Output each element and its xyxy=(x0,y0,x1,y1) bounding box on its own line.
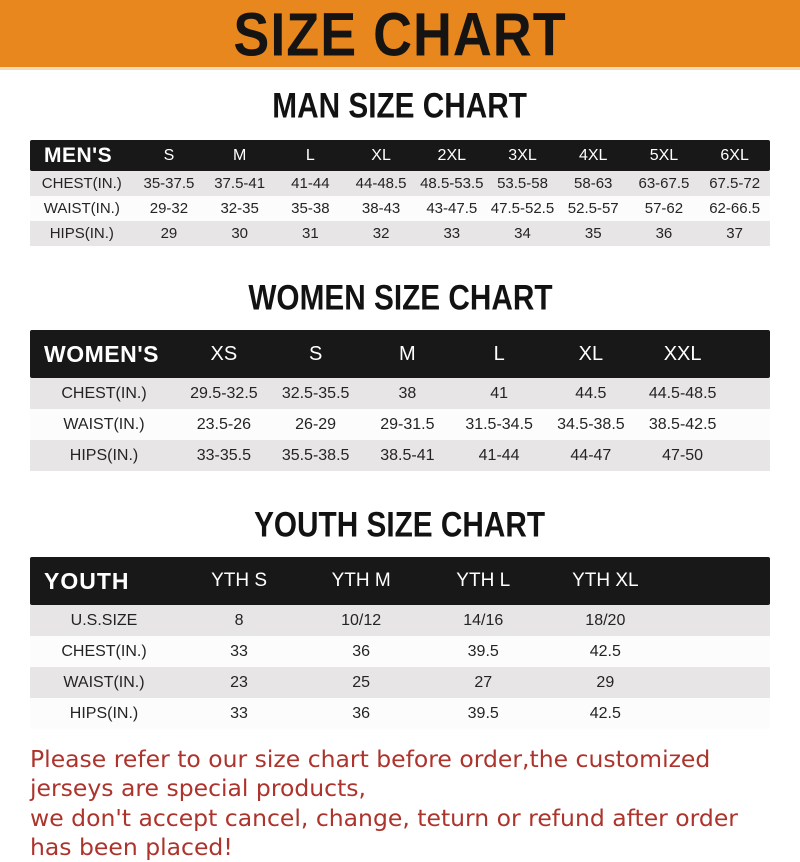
women-size-cell: 32.5-35.5 xyxy=(281,384,350,402)
women-size-cell: 41 xyxy=(490,384,509,402)
men-table-row xyxy=(30,221,770,246)
man-size-chart-heading-text: MAN SIZE CHART xyxy=(272,85,528,126)
women-size-chart-heading-text: WOMEN SIZE CHART xyxy=(247,277,553,318)
men-column-header: 6XL xyxy=(720,146,749,164)
women-row-label: CHEST(IN.) xyxy=(61,384,147,402)
women-header-label: WOMEN'S xyxy=(44,340,160,367)
youth-size-cell: 8 xyxy=(234,611,244,629)
men-size-cell: 48.5-53.5 xyxy=(420,175,484,192)
women-header-row xyxy=(30,330,770,378)
men-size-cell: 29-32 xyxy=(149,200,189,217)
men-size-cell: 36 xyxy=(655,225,673,242)
youth-size-cell: 27 xyxy=(474,673,493,691)
women-size-cell: 26-29 xyxy=(295,415,337,433)
youth-row-label: WAIST(IN.) xyxy=(63,673,145,691)
men-column-header: 4XL xyxy=(578,146,608,164)
order-disclaimer xyxy=(30,745,780,862)
youth-size-cell: 23 xyxy=(230,673,248,691)
men-size-cell: 32-35 xyxy=(220,200,259,217)
women-size-cell: 44-47 xyxy=(570,446,612,464)
women-size-cell: 34.5-38.5 xyxy=(557,415,625,433)
men-size-cell: 63-67.5 xyxy=(638,175,690,192)
youth-size-cell: 33 xyxy=(230,704,248,722)
men-column-header: S xyxy=(163,146,175,164)
men-column-header: 3XL xyxy=(508,146,537,164)
youth-size-cell: 36 xyxy=(352,704,371,722)
youth-size-chart-heading xyxy=(0,504,800,545)
men-size-cell: 62-66.5 xyxy=(709,200,761,217)
men-size-cell: 37 xyxy=(726,225,743,242)
youth-column-header: YTH L xyxy=(456,570,511,591)
men-column-header: 5XL xyxy=(649,146,679,164)
man-size-chart-heading xyxy=(0,85,800,126)
youth-size-cell: 10/12 xyxy=(341,611,382,629)
men-table-row xyxy=(30,196,770,221)
women-size-cell: 38 xyxy=(398,384,417,402)
women-table-row xyxy=(30,378,770,409)
women-column-header: XXL xyxy=(663,342,702,365)
women-size-cell: 47-50 xyxy=(662,446,704,464)
women-column-header: M xyxy=(399,342,416,365)
youth-table-row xyxy=(30,698,770,729)
women-row-label: HIPS(IN.) xyxy=(69,446,139,464)
men-row-label: HIPS(IN.) xyxy=(49,225,114,242)
women-size-cell: 41-44 xyxy=(478,446,520,464)
women-size-cell: 31.5-34.5 xyxy=(465,415,533,433)
men-header-row xyxy=(30,140,770,171)
youth-size-cell: 29 xyxy=(596,673,615,691)
men-column-header: 2XL xyxy=(437,146,467,164)
men-size-cell: 30 xyxy=(231,225,248,242)
women-column-header: XS xyxy=(210,342,238,365)
men-size-cell: 29 xyxy=(160,225,178,242)
men-header-label: MEN'S xyxy=(44,143,113,167)
youth-size-chart-heading-text: YOUTH SIZE CHART xyxy=(254,504,546,545)
women-size-cell: 44.5-48.5 xyxy=(648,384,717,402)
women-size-cell: 29.5-32.5 xyxy=(190,384,258,402)
men-column-header: M xyxy=(232,146,247,164)
men-size-cell: 58-63 xyxy=(574,175,613,192)
youth-size-cell: 18/20 xyxy=(585,611,626,629)
men-row-label: WAIST(IN.) xyxy=(43,200,120,217)
men-size-cell: 35-37.5 xyxy=(143,175,195,192)
men-size-cell: 47.5-52.5 xyxy=(490,200,555,217)
men-size-cell: 52.5-57 xyxy=(567,200,619,217)
youth-row-label: U.S.SIZE xyxy=(70,611,138,629)
men-table-row xyxy=(30,171,770,196)
men-size-cell: 38-43 xyxy=(361,200,401,217)
women-table-row xyxy=(30,409,770,440)
men-size-cell: 31 xyxy=(302,225,319,242)
men-size-table xyxy=(30,140,770,246)
men-size-cell: 41-44 xyxy=(291,175,330,192)
women-size-cell: 23.5-26 xyxy=(196,415,251,433)
women-row-label: WAIST(IN.) xyxy=(63,415,145,433)
order-disclaimer-line-2: we don't accept cancel, change, teturn or refund after order has been placed! xyxy=(30,804,738,861)
women-size-cell: 38.5-42.5 xyxy=(648,415,717,433)
youth-table-row xyxy=(30,667,770,698)
youth-size-table xyxy=(30,557,770,729)
men-column-header: XL xyxy=(371,146,391,164)
youth-size-cell: 14/16 xyxy=(463,611,504,629)
women-size-cell: 35.5-38.5 xyxy=(281,446,350,464)
men-size-cell: 43-47.5 xyxy=(426,200,478,217)
youth-size-cell: 42.5 xyxy=(589,642,621,660)
youth-table-row xyxy=(30,636,770,667)
men-size-cell: 33 xyxy=(443,225,461,242)
men-size-cell: 35 xyxy=(584,225,602,242)
men-size-cell: 44-48.5 xyxy=(355,175,407,192)
men-size-cell: 37.5-41 xyxy=(214,175,266,192)
women-size-chart-heading xyxy=(0,277,800,318)
youth-size-cell: 39.5 xyxy=(467,642,499,660)
men-size-cell: 57-62 xyxy=(644,200,684,217)
men-size-cell: 32 xyxy=(372,225,390,242)
men-size-cell: 67.5-72 xyxy=(709,175,761,192)
youth-size-cell: 42.5 xyxy=(589,704,621,722)
youth-row-label: CHEST(IN.) xyxy=(61,642,147,660)
youth-column-header: YTH S xyxy=(211,570,268,591)
youth-size-cell: 36 xyxy=(352,642,371,660)
men-size-cell: 35-38 xyxy=(291,200,330,217)
women-size-table xyxy=(30,330,770,471)
women-column-header: XL xyxy=(578,342,604,365)
size-chart-title: SIZE CHART xyxy=(233,0,567,69)
women-size-cell: 29-31.5 xyxy=(380,415,435,433)
order-disclaimer-line-1: Please refer to our size chart before order,the customized jerseys are special products, xyxy=(30,745,711,802)
women-size-cell: 44.5 xyxy=(575,384,607,402)
men-size-cell: 34 xyxy=(514,225,531,242)
youth-column-header: YTH M xyxy=(331,570,391,591)
women-column-header: S xyxy=(308,342,323,365)
youth-table-row xyxy=(30,605,770,636)
men-column-header: L xyxy=(305,146,315,164)
youth-size-cell: 25 xyxy=(352,673,371,691)
men-size-cell: 53.5-58 xyxy=(497,175,548,192)
youth-size-cell: 39.5 xyxy=(467,704,499,722)
size-chart-banner xyxy=(0,0,800,70)
women-size-cell: 38.5-41 xyxy=(380,446,435,464)
women-column-header: L xyxy=(493,342,505,365)
youth-column-header: YTH XL xyxy=(572,570,639,591)
youth-row-label: HIPS(IN.) xyxy=(69,704,139,722)
youth-header-row xyxy=(30,557,770,605)
men-row-label: CHEST(IN.) xyxy=(41,175,122,192)
youth-size-cell: 33 xyxy=(230,642,248,660)
women-table-row xyxy=(30,440,770,471)
women-size-cell: 33-35.5 xyxy=(196,446,251,464)
youth-header-label: YOUTH xyxy=(44,567,130,594)
